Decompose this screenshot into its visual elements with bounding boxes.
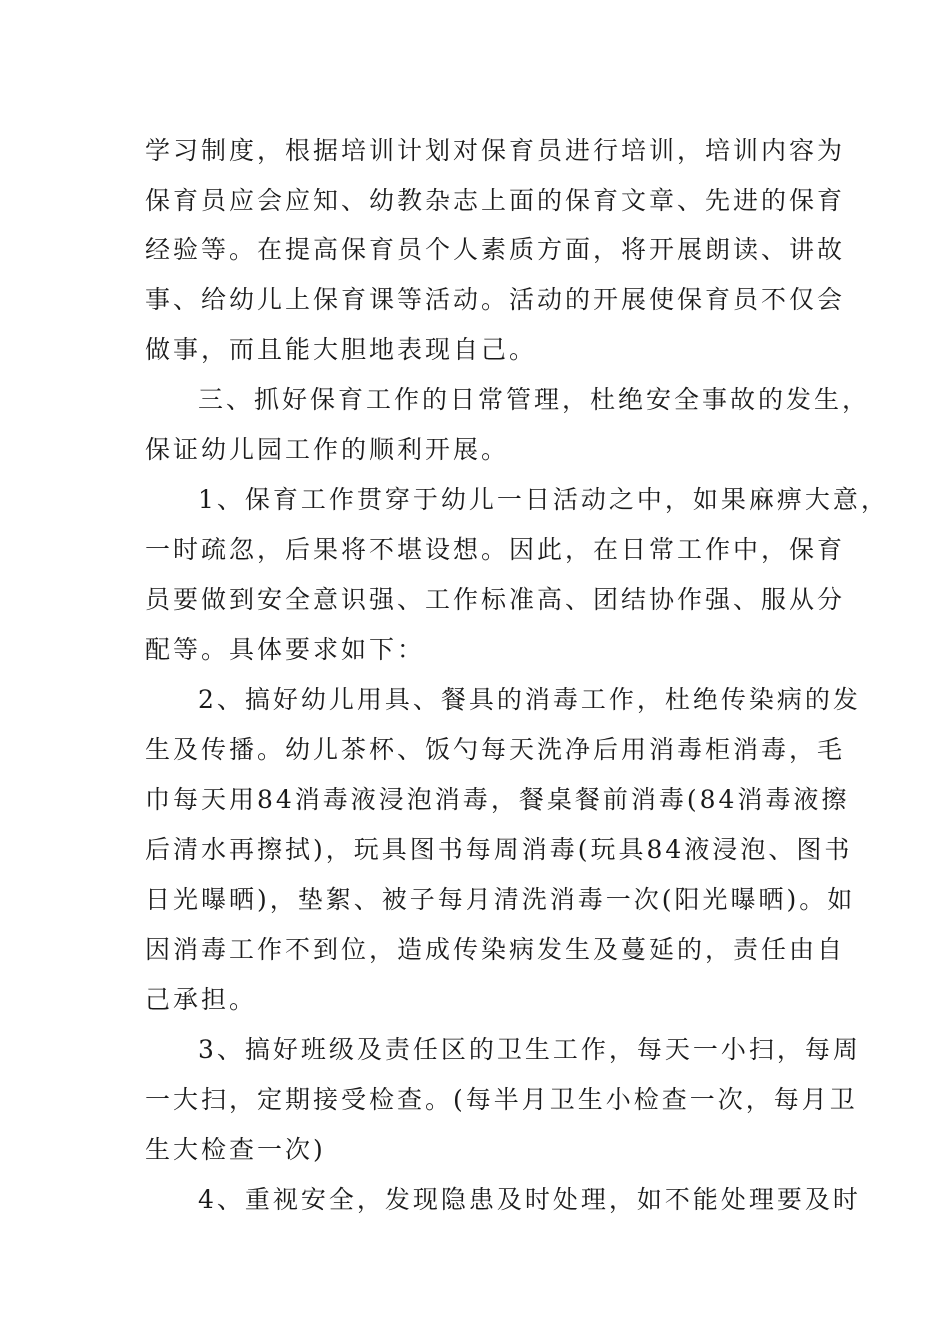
text-line: 员要做到安全意识强、工作标准高、团结协作强、服从分 — [145, 585, 846, 614]
text-line: 3、搞好班级及责任区的卫生工作，每天一小扫，每周 — [198, 1035, 861, 1064]
text-line: 2、搞好幼儿用具、餐具的消毒工作，杜绝传染病的发 — [198, 685, 861, 714]
section-heading: 三、抓好保育工作的日常管理，杜绝安全事故的发生， — [198, 385, 871, 414]
text-line: 一大扫，定期接受检查。(每半月卫生小检查一次，每月卫 — [145, 1085, 858, 1114]
text-line: 保育员应会应知、幼教杂志上面的保育文章、先进的保育 — [145, 186, 846, 215]
text-line: 配等。具体要求如下： — [145, 635, 426, 664]
text-line: 经验等。在提高保育员个人素质方面，将开展朗读、讲故 — [145, 235, 846, 264]
text-line: 己承担。 — [145, 985, 258, 1014]
text-line: 因消毒工作不到位，造成传染病发生及蔓延的，责任由自 — [145, 935, 846, 964]
text-line: 后清水再擦拭)，玩具图书每周消毒(玩具84液浸泡、图书 — [145, 835, 853, 864]
text-line: 做事，而且能大胆地表现自己。 — [145, 335, 538, 364]
text-line: 保证幼儿园工作的顺利开展。 — [145, 435, 510, 464]
text-line: 一时疏忽，后果将不堪设想。因此，在日常工作中，保育 — [145, 535, 846, 564]
text-line: 4、重视安全，发现隐患及时处理，如不能处理要及时 — [198, 1185, 861, 1214]
text-line: 1、保育工作贯穿于幼儿一日活动之中，如果麻痹大意， — [198, 485, 889, 514]
text-line: 生及传播。幼儿茶杯、饭勺每天洗净后用消毒柜消毒，毛 — [145, 735, 846, 764]
text-line: 事、给幼儿上保育课等活动。活动的开展使保育员不仅会 — [145, 285, 846, 314]
text-line: 巾每天用84消毒液浸泡消毒，餐桌餐前消毒(84消毒液擦 — [145, 785, 850, 814]
text-line: 学习制度，根据培训计划对保育员进行培训，培训内容为 — [145, 136, 846, 165]
text-line: 生大检查一次) — [145, 1135, 326, 1164]
text-line: 日光曝晒)，垫絮、被子每月清洗消毒一次(阳光曝晒)。如 — [145, 885, 856, 914]
